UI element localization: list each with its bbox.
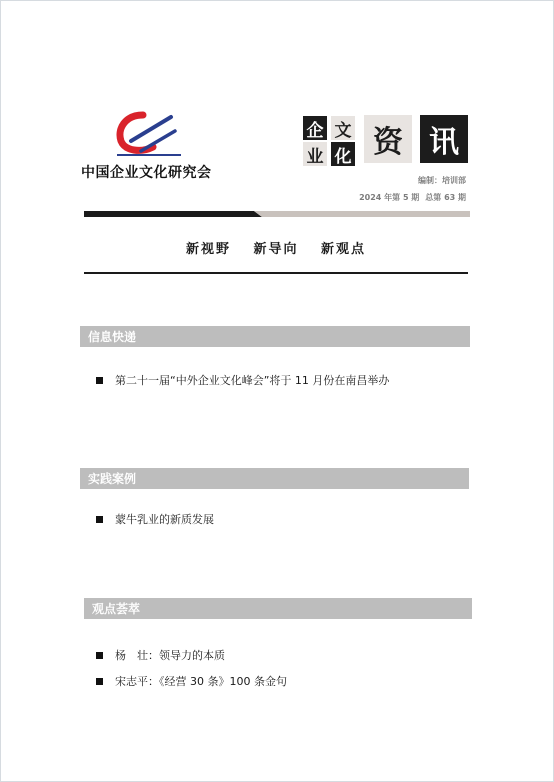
- masthead-char-hua: 化: [331, 142, 355, 166]
- bullet-square-icon: [96, 377, 103, 384]
- section-title-cases: 实践案例: [80, 468, 469, 489]
- bullet-square-icon: [96, 678, 103, 685]
- list-item[interactable]: [96, 673, 287, 689]
- list-item[interactable]: [96, 647, 225, 663]
- issue-total: 总第 63 期: [425, 193, 466, 202]
- masthead-char-xun: 讯: [420, 115, 468, 163]
- section-title-viewpoints: 观点荟萃: [84, 598, 472, 619]
- masthead-char-qi: 企: [303, 116, 327, 140]
- masthead-char-ye: 业: [303, 142, 327, 166]
- editor-label: 编制：培训部: [418, 176, 466, 185]
- slogan-new-viewpoint: 新观点: [321, 242, 367, 257]
- bullet-square-icon: [96, 652, 103, 659]
- header-rule: [84, 211, 470, 217]
- slogan-row: [84, 238, 468, 257]
- slogan-new-direction: 新导向: [253, 242, 299, 257]
- issue-number: 2024 年第 5 期: [359, 193, 420, 202]
- org-logo-icon: [113, 111, 183, 157]
- slogan-rule: [84, 272, 468, 274]
- list-item[interactable]: [96, 511, 214, 527]
- org-name: 中国企业文化研究会: [81, 165, 212, 181]
- bullet-square-icon: [96, 516, 103, 523]
- list-item-text: 宋志平：《经营 30 条》100 条金句: [115, 675, 287, 688]
- section-title-news: 信息快递: [80, 326, 470, 347]
- masthead-char-wen: 文: [331, 116, 355, 140]
- issue-info: [359, 192, 466, 203]
- slogan-new-vision: 新视野: [185, 242, 231, 257]
- list-item-text: 杨 壮：领导力的本质: [115, 649, 225, 662]
- list-item-text: 蒙牛乳业的新质发展: [115, 513, 214, 526]
- masthead-char-zi: 资: [364, 115, 412, 163]
- list-item[interactable]: [96, 372, 389, 388]
- list-item-text: 第二十一届“中外企业文化峰会”将于 11 月份在南昌举办: [115, 374, 390, 387]
